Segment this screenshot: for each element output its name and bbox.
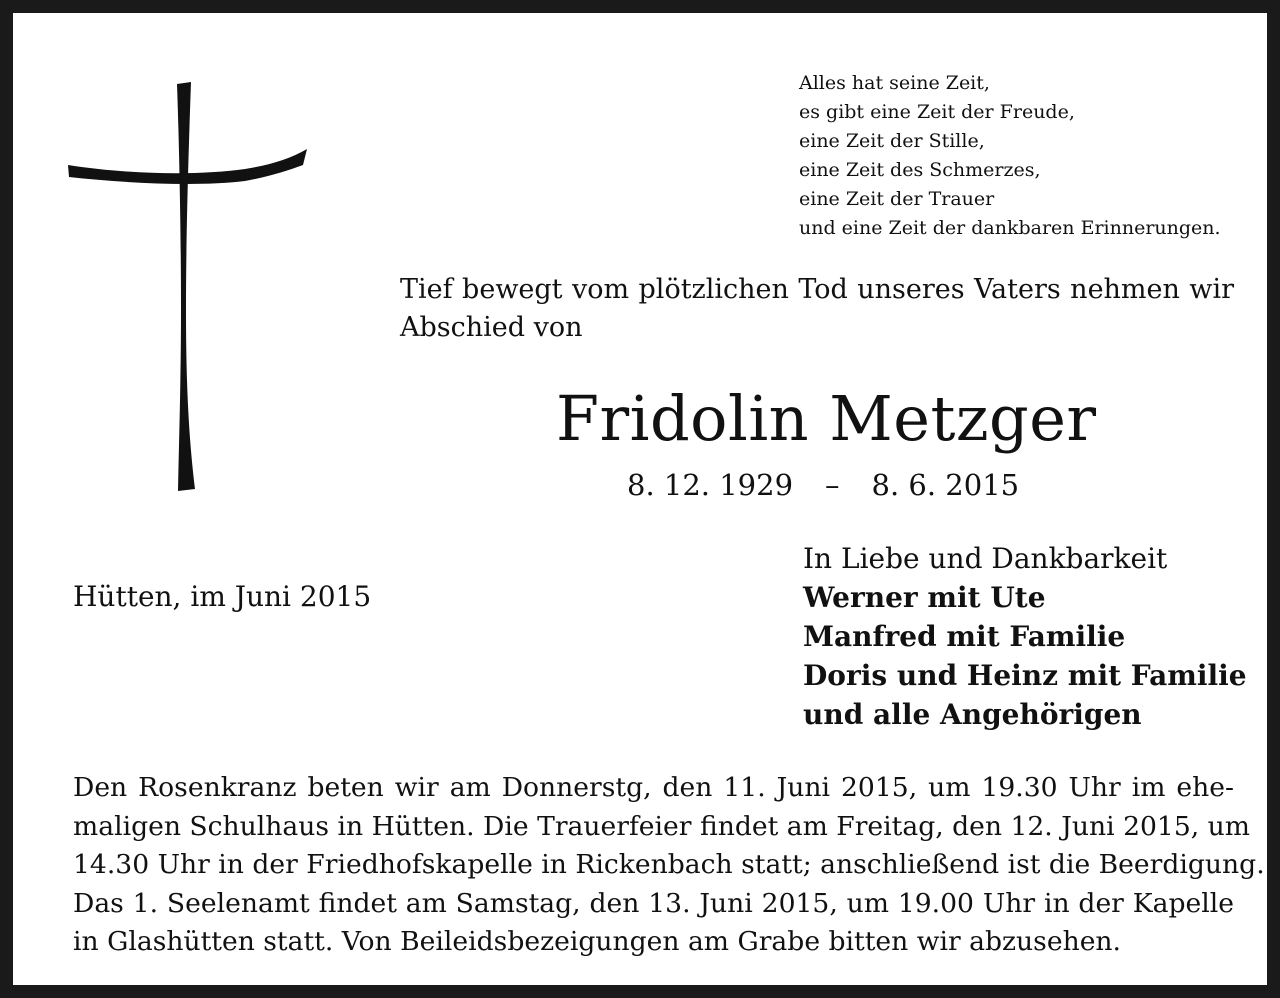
service-info — [73, 769, 1265, 962]
service-line: Das 1. Seelenamt findet am Samstag, den 13. Juni 2015, um 19.00 Uhr in der Kapelle — [73, 887, 1234, 919]
poem — [799, 69, 1259, 243]
place-and-date: Hütten, im Juni 2015 — [73, 580, 372, 613]
life-dates — [627, 465, 1019, 505]
birth-date: 8. 12. 1929 — [627, 468, 794, 502]
poem-line: eine Zeit der Stille, — [799, 130, 985, 152]
signature-name: Werner mit Ute — [803, 581, 1046, 614]
poem-line: eine Zeit des Schmerzes, — [799, 159, 1041, 181]
date-dash: – — [825, 468, 840, 502]
signature-name: und alle Angehörigen — [803, 698, 1142, 731]
signatures — [803, 539, 1247, 734]
intro-text — [400, 271, 1234, 347]
intro-line: Abschied von — [400, 312, 583, 343]
service-line: in Glashütten statt. Von Beileidsbezeigungen am Grabe bitten wir abzusehen. — [73, 926, 1122, 957]
intro-line: Tief bewegt vom plötzlichen Tod unseres Vaters nehmen wir — [400, 274, 1234, 305]
poem-line: eine Zeit der Trauer — [799, 188, 995, 210]
signature-name: Manfred mit Familie — [803, 620, 1126, 653]
service-line: Den Rosenkranz beten wir am Donnerstg, den 11. Juni 2015, um 19.30 Uhr im ehe- — [73, 772, 1234, 803]
signature-name: Doris und Heinz mit Familie — [803, 659, 1247, 692]
poem-line: Alles hat seine Zeit, — [799, 72, 990, 94]
service-line: maligen Schulhaus in Hütten. Die Trauerfeier findet am Freitag, den 12. Juni 2015, um — [73, 810, 1251, 842]
signature-opening: In Liebe und Dankbarkeit — [803, 542, 1168, 575]
cross-icon — [65, 79, 310, 495]
deceased-name: Fridolin Metzger — [556, 382, 1097, 455]
poem-line: es gibt eine Zeit der Freude, — [799, 101, 1075, 123]
service-line: 14.30 Uhr in der Friedhofskapelle in Rickenbach statt; anschließend ist die Beerdigung. — [73, 849, 1265, 880]
poem-line: und eine Zeit der dankbaren Erinnerungen. — [799, 217, 1221, 239]
death-date: 8. 6. 2015 — [871, 468, 1020, 502]
